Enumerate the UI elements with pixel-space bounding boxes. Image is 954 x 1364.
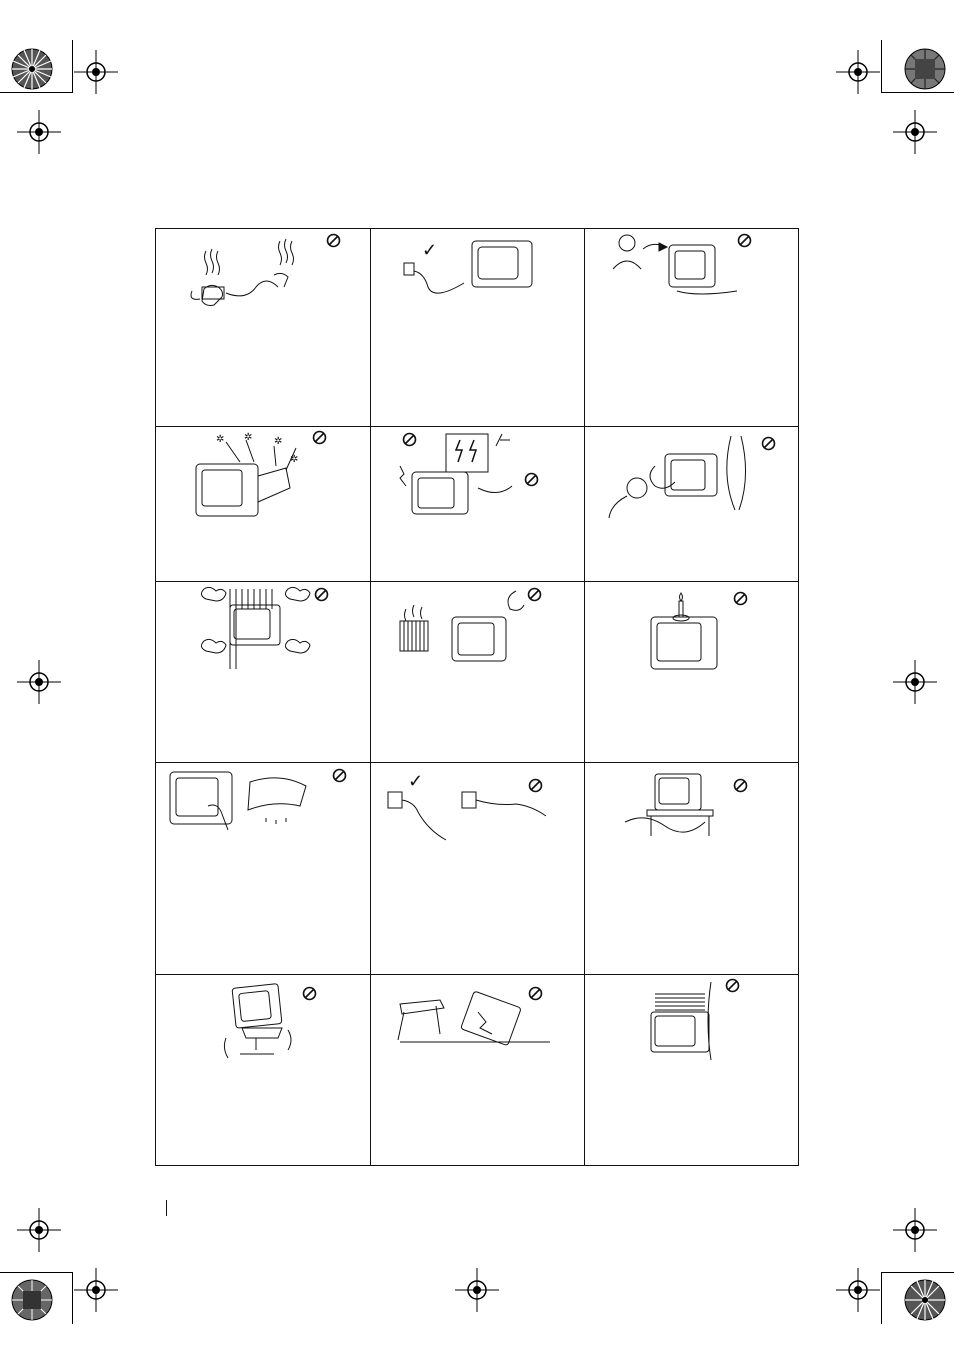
svg-text:✲: ✲ [274, 436, 283, 447]
prohibited-icon [402, 432, 417, 447]
svg-text:✲: ✲ [244, 432, 253, 443]
color-target-icon [10, 1278, 54, 1322]
safety-illustration-grid [155, 228, 799, 1166]
prohibited-icon [312, 430, 327, 445]
color-target-icon [10, 47, 54, 91]
service-person-illustration [585, 229, 799, 426]
lightning-illustration [370, 426, 584, 582]
open-cabinet-illustration [156, 426, 370, 582]
panel-heat-sun [370, 581, 585, 763]
objects-on-top-illustration [585, 974, 799, 1166]
registration-mark-icon [893, 110, 937, 154]
panel-open-cabinet [156, 426, 371, 582]
registration-mark-icon [836, 50, 880, 94]
prohibited-icon [326, 233, 341, 248]
prohibited-icon [314, 587, 329, 602]
color-target-icon [903, 47, 947, 91]
panel-wet-cloth [156, 762, 371, 975]
falling-tv-illustration [370, 974, 584, 1166]
heat-sun-illustration [370, 581, 584, 762]
panel-moisture-steam [585, 426, 799, 582]
cord-heat-illustration [156, 229, 370, 426]
prohibited-icon [528, 778, 543, 793]
registration-mark-icon [455, 1268, 499, 1312]
svg-text:✲: ✲ [216, 434, 225, 445]
checkmark-icon: ✓ [422, 240, 438, 260]
panel-cord-heat [156, 229, 371, 427]
panel-objects-on-top [585, 974, 799, 1166]
crop-line [881, 40, 882, 92]
panel-unstable-stand [156, 974, 371, 1166]
panel-ventilation [156, 581, 371, 763]
checkmark-icon: ✓ [408, 771, 424, 791]
prohibited-icon [737, 233, 752, 248]
crop-line [0, 92, 73, 93]
cord-damage-illustration [585, 762, 799, 975]
panel-service-person [585, 229, 799, 427]
registration-mark-icon [893, 1208, 937, 1252]
registration-mark-icon [17, 1208, 61, 1252]
color-target-icon [903, 1278, 947, 1322]
crop-line [881, 92, 954, 93]
plug-illustration [370, 229, 584, 426]
panel-unplug-grip [370, 762, 585, 975]
prohibited-icon [733, 778, 748, 793]
prohibited-icon [528, 986, 543, 1001]
unstable-stand-illustration [156, 974, 370, 1166]
registration-mark-icon [74, 50, 118, 94]
prohibited-icon [733, 591, 748, 606]
registration-mark-icon [893, 660, 937, 704]
crop-line [881, 1272, 882, 1324]
prohibited-icon [302, 986, 317, 1001]
crop-line [0, 1272, 73, 1273]
prohibited-icon [524, 472, 539, 487]
crop-line [72, 40, 73, 92]
panel-falling-tv [370, 974, 585, 1166]
registration-mark-icon [17, 110, 61, 154]
registration-mark-icon [17, 660, 61, 704]
prohibited-icon [332, 768, 347, 783]
candle-illustration [585, 581, 799, 762]
panel-candle [585, 581, 799, 763]
prohibited-icon [527, 587, 542, 602]
registration-mark-icon [836, 1268, 880, 1312]
panel-lightning [370, 426, 585, 582]
wet-cloth-illustration [156, 762, 370, 975]
panel-cord-damage [585, 762, 799, 975]
crop-line [881, 1272, 954, 1273]
prohibited-icon [725, 978, 740, 993]
page-number-divider [166, 1200, 167, 1216]
unplug-illustration [370, 762, 584, 975]
panel-plug-ok [370, 229, 585, 427]
prohibited-icon [761, 436, 776, 451]
crop-line [72, 1272, 73, 1324]
ventilation-illustration [156, 581, 370, 762]
svg-text:✲: ✲ [290, 454, 299, 465]
registration-mark-icon [74, 1268, 118, 1312]
